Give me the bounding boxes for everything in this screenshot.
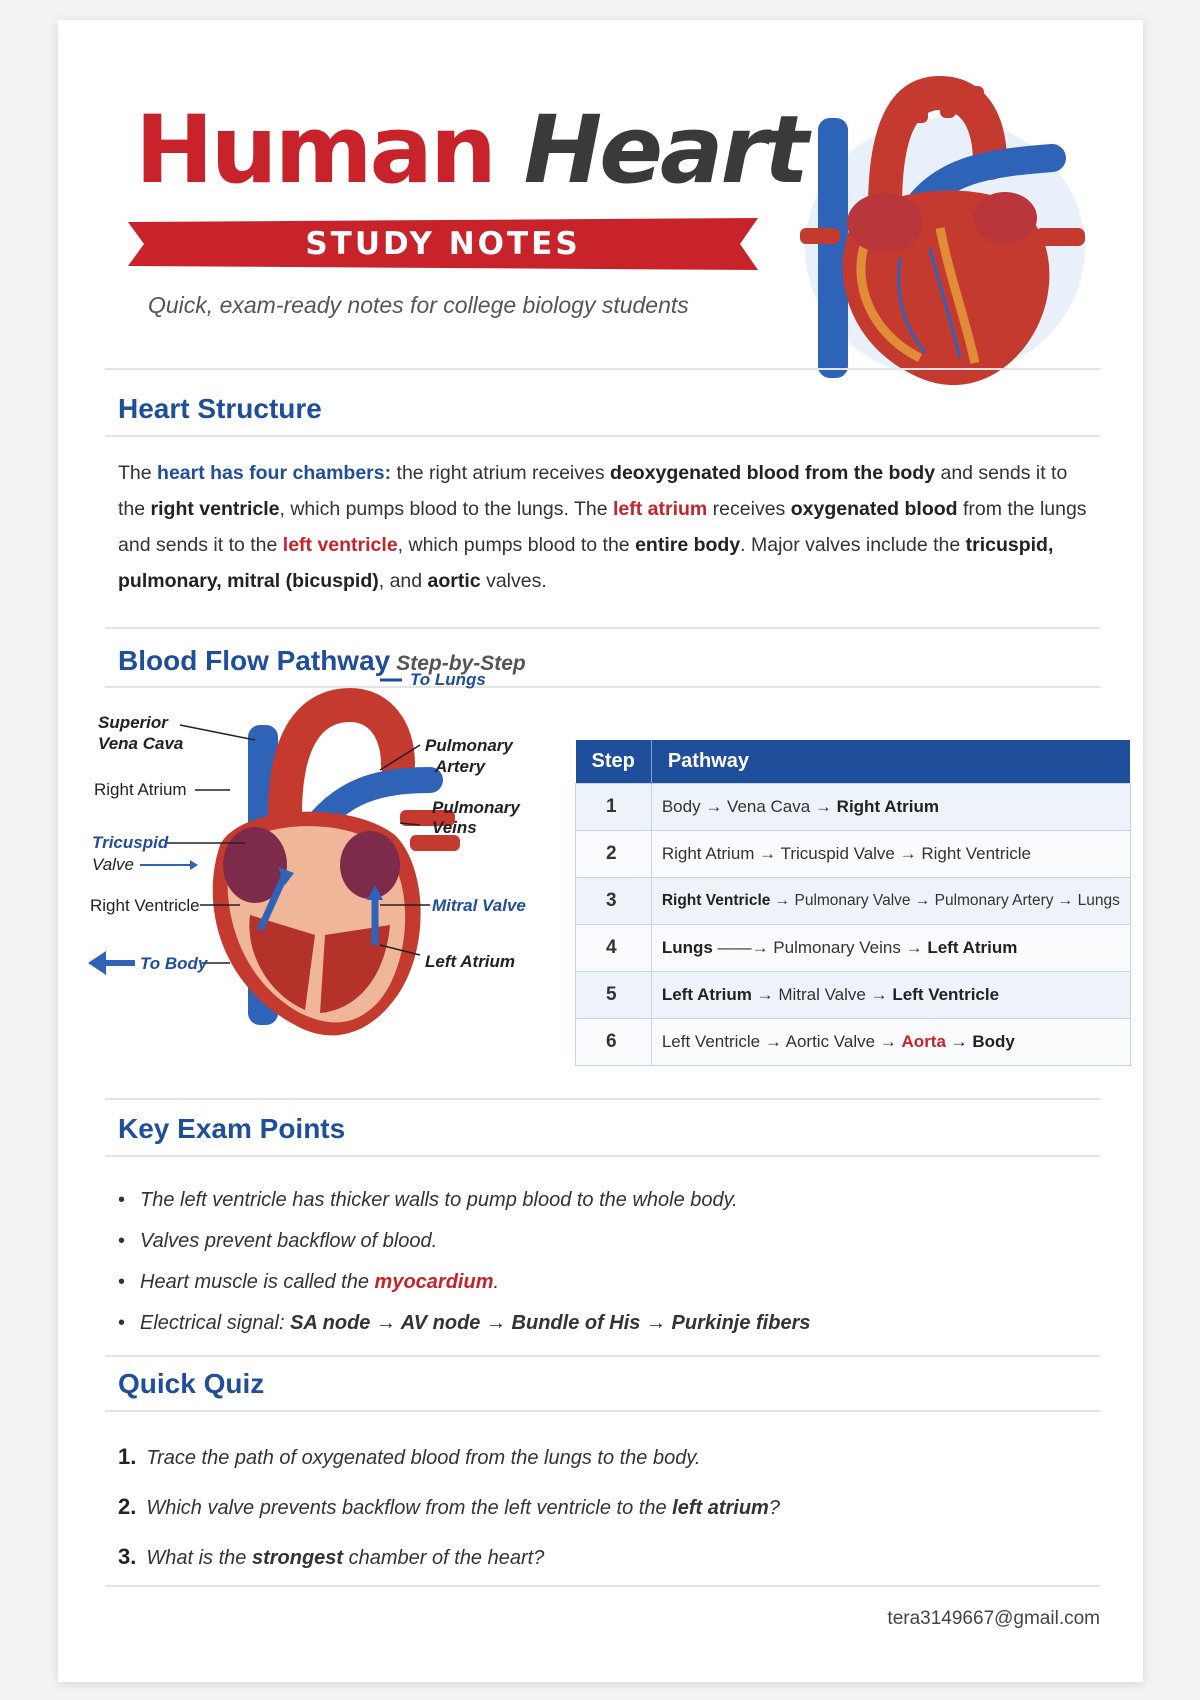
label-pulmonary-veins-2: Veins bbox=[432, 818, 477, 837]
quiz-question-bold: left atrium bbox=[672, 1497, 769, 1519]
point-text: Heart muscle is called the bbox=[140, 1271, 375, 1293]
heart-structure-paragraph bbox=[118, 455, 1093, 599]
path-text-bold: Lungs bbox=[661, 937, 713, 957]
text-run: , which pumps blood to the bbox=[397, 534, 636, 556]
text-run: valves. bbox=[480, 570, 547, 592]
key-exam-points-heading: Key Exam Points bbox=[118, 1113, 346, 1144]
label-pulmonary-veins-1: Pulmonary bbox=[432, 798, 520, 817]
table-row bbox=[576, 1018, 1131, 1065]
label-tricuspid-2: Valve bbox=[92, 855, 134, 874]
path-text-bold: Right Atrium bbox=[836, 796, 939, 816]
divider bbox=[105, 435, 1100, 437]
quiz-number: 3. bbox=[118, 1544, 137, 1569]
text-run-bold: oxygenated blood bbox=[790, 498, 958, 520]
path-text-highlight: Aorta bbox=[901, 1031, 946, 1051]
point-text: Valves prevent backflow of blood. bbox=[140, 1230, 438, 1252]
footer-email: tera3149667@gmail.com bbox=[887, 1608, 1100, 1629]
divider bbox=[105, 627, 1100, 629]
to-body-arrowhead-icon bbox=[88, 951, 106, 975]
point-text: Electrical signal: bbox=[140, 1312, 291, 1334]
list-item bbox=[118, 1482, 780, 1532]
list-item bbox=[118, 1180, 810, 1221]
ribbon-text: STUDY NOTES bbox=[305, 226, 581, 262]
label-right-ventricle: Right Ventricle bbox=[90, 896, 200, 915]
list-item bbox=[118, 1303, 810, 1344]
step-number: 4 bbox=[576, 924, 652, 971]
blood-flow-table bbox=[575, 740, 1131, 1066]
step-pathway bbox=[651, 830, 1130, 877]
quiz-question: ? bbox=[768, 1497, 780, 1519]
divider bbox=[105, 368, 1100, 370]
text-run-highlight: left atrium bbox=[613, 498, 708, 520]
path-text: → Pulmonary Valve → Pulmonary Artery → Lungs bbox=[770, 891, 1120, 909]
path-text: ——→ Pulmonary Veins → bbox=[712, 937, 928, 957]
table-row bbox=[576, 971, 1131, 1018]
step-number: 3 bbox=[576, 877, 652, 924]
blood-flow-title: Blood Flow Pathway bbox=[118, 645, 391, 676]
path-text-bold: Left Atrium bbox=[927, 937, 1018, 957]
divider bbox=[105, 1585, 1100, 1587]
table-row bbox=[576, 877, 1131, 924]
label-right-atrium: Right Atrium bbox=[94, 780, 187, 799]
text-run: receives bbox=[707, 498, 791, 520]
list-item bbox=[118, 1532, 780, 1582]
blood-flow-subtitle: Step-by-Step bbox=[396, 652, 526, 675]
point-text-highlight: myocardium bbox=[374, 1271, 494, 1293]
table-row bbox=[576, 924, 1131, 971]
label-superior-vena-cava-2: Vena Cava bbox=[98, 734, 184, 753]
divider bbox=[105, 1155, 1100, 1157]
quiz-question: Which valve prevents backflow from the left ventricle to the bbox=[146, 1497, 673, 1519]
step-pathway bbox=[651, 971, 1130, 1018]
list-item bbox=[118, 1221, 810, 1262]
table-header-step: Step bbox=[576, 740, 652, 783]
quiz-question: Trace the path of oxygenated blood from the lungs to the body. bbox=[146, 1447, 701, 1469]
text-run: the right atrium receives bbox=[391, 462, 611, 484]
divider bbox=[105, 686, 1100, 688]
table-row bbox=[576, 783, 1131, 830]
quiz-number: 2. bbox=[118, 1494, 137, 1519]
text-run-bold: aortic bbox=[427, 570, 481, 592]
step-pathway bbox=[651, 783, 1130, 830]
divider bbox=[105, 1355, 1100, 1357]
text-run-bold: deoxygenated blood from the body bbox=[610, 462, 936, 484]
quiz-question-bold: strongest bbox=[251, 1547, 344, 1569]
divider bbox=[105, 1098, 1100, 1100]
path-text: Right Atrium → Tricuspid Valve → Right Ventricle bbox=[661, 843, 1031, 863]
list-item bbox=[118, 1262, 810, 1303]
text-run: and sends it to the bbox=[118, 462, 1068, 520]
path-text: → Mitral Valve → bbox=[751, 984, 893, 1004]
text-run: , which pumps blood to the lungs. The bbox=[279, 498, 613, 520]
label-pulmonary-artery-1: Pulmonary bbox=[425, 736, 513, 755]
key-points-list bbox=[118, 1180, 810, 1344]
text-run: , and bbox=[378, 570, 428, 592]
text-run: . Major valves include the bbox=[740, 534, 966, 556]
path-text-bold: Left Atrium bbox=[661, 984, 752, 1004]
point-text: . bbox=[493, 1271, 500, 1293]
text-run-highlight: heart has four chambers: bbox=[157, 462, 392, 484]
page-title bbox=[135, 96, 806, 205]
quiz-number: 1. bbox=[118, 1444, 137, 1469]
left-atrium-chamber bbox=[340, 831, 400, 899]
text-run: The bbox=[118, 462, 158, 484]
quick-quiz-heading: Quick Quiz bbox=[118, 1368, 265, 1399]
title-word-heart: Heart bbox=[523, 96, 806, 205]
label-mitral-valve: Mitral Valve bbox=[432, 896, 526, 915]
point-text-bold: SA node → AV node → Bundle of His → Purkinje fibers bbox=[290, 1312, 811, 1334]
path-text: Body → Vena Cava → bbox=[661, 796, 837, 816]
blood-flow-diagram bbox=[80, 670, 575, 1075]
tricuspid-arrowhead-icon bbox=[190, 860, 198, 870]
label-to-body: To Body bbox=[140, 954, 208, 973]
step-number: 2 bbox=[576, 830, 652, 877]
hero-heart-illustration bbox=[790, 78, 1090, 398]
step-pathway bbox=[651, 877, 1130, 924]
text-run-bold: tricuspid, pulmonary, mitral (bicuspid) bbox=[118, 534, 1054, 592]
quiz-question: chamber of the heart? bbox=[343, 1547, 545, 1569]
divider bbox=[105, 1410, 1100, 1412]
tagline: Quick, exam-ready notes for college biology students bbox=[148, 292, 689, 318]
text-run-bold: entire body bbox=[635, 534, 741, 556]
list-item bbox=[118, 1432, 780, 1482]
label-left-atrium: Left Atrium bbox=[425, 952, 516, 971]
step-pathway bbox=[651, 924, 1130, 971]
path-text-bold: → Body bbox=[945, 1031, 1015, 1051]
pulmonary-vein-shape bbox=[410, 835, 460, 851]
title-word-human: Human bbox=[135, 96, 494, 205]
step-number: 1 bbox=[576, 783, 652, 830]
table-row bbox=[576, 830, 1131, 877]
text-run: from the lungs and sends it to the bbox=[118, 498, 1087, 556]
quiz-list bbox=[118, 1432, 780, 1582]
text-run-highlight: left ventricle bbox=[282, 534, 398, 556]
table-header-pathway: Pathway bbox=[651, 740, 1130, 783]
label-superior-vena-cava-1: Superior bbox=[98, 713, 168, 732]
path-text-bold: Left Ventricle bbox=[892, 984, 1000, 1004]
path-text: Left Ventricle → Aortic Valve → bbox=[661, 1031, 902, 1051]
step-pathway bbox=[651, 1018, 1130, 1065]
text-run-bold: right ventricle bbox=[150, 498, 280, 520]
step-number: 6 bbox=[576, 1018, 652, 1065]
label-pulmonary-artery-2: Artery bbox=[435, 757, 486, 776]
label-tricuspid-1: Tricuspid bbox=[92, 833, 169, 852]
heart-structure-heading: Heart Structure bbox=[118, 393, 322, 424]
study-notes-ribbon bbox=[128, 218, 758, 270]
label-to-lungs: To Lungs bbox=[410, 670, 486, 689]
point-text: The left ventricle has thicker walls to pump blood to the whole body. bbox=[140, 1189, 738, 1211]
table-header-row bbox=[576, 740, 1131, 783]
quiz-question: What is the bbox=[146, 1547, 252, 1569]
step-number: 5 bbox=[576, 971, 652, 1018]
path-text-bold: Right Ventricle bbox=[661, 891, 771, 909]
